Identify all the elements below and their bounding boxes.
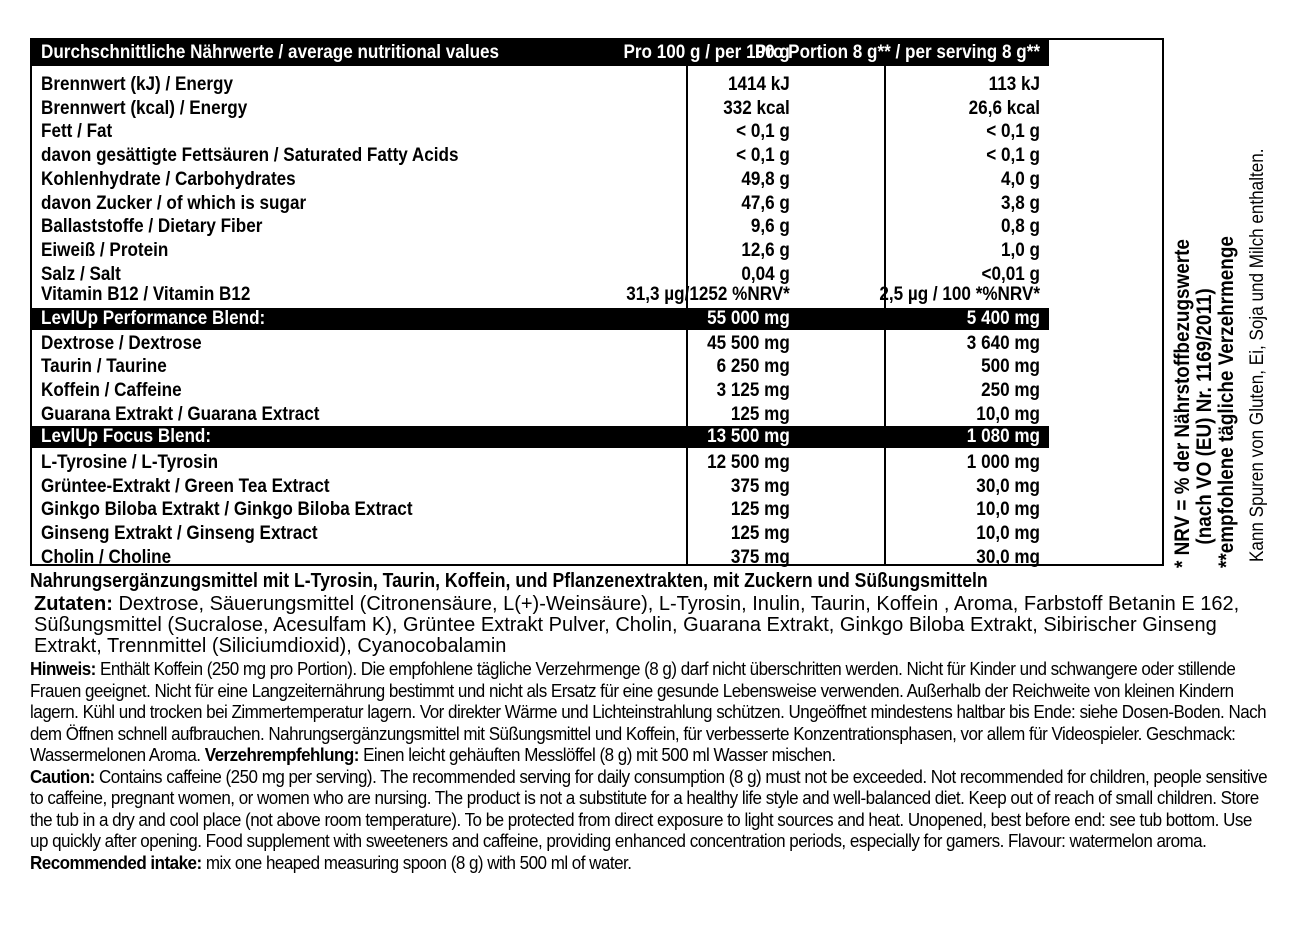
row-per100: 49,8 g [741,169,790,190]
row-per100: 0,04 g [741,264,790,285]
row-per100: 9,6 g [750,216,790,237]
row-per100: 31,3 µg/1252 %NRV* [626,284,790,305]
row-name: Ballaststoffe / Dietary Fiber [41,216,263,237]
nrv-footnote [1172,199,1238,568]
row-per100: 55 000 mg [707,308,790,329]
supplement-title: Nahrungsergänzungsmittel mit L-Tyrosin, Taurin, Koffein, und Pflanzenextrakten, mit Zuckern und Süßungsmitteln [30,570,988,592]
row-per-serving: 113 kJ [988,74,1040,95]
row-name: LevlUp Focus Blend: [41,426,212,447]
row-name: LevlUp Performance Blend: [41,308,266,329]
row-name: Dextrose / Dextrose [41,333,202,354]
row-name: Eiweiß / Protein [41,240,169,261]
nutrition-table [30,38,1164,566]
row-per-serving: 0,8 g [1001,216,1040,237]
row-per100: < 0,1 g [736,145,790,166]
intake-text: Einen leicht gehäuften Messlöffel (8 g) mit 500 ml Wasser mischen. [358,745,836,765]
row-per100: 12,6 g [741,240,790,261]
row-name: Guarana Extrakt / Guarana Extract [41,404,320,425]
row-per100: 45 500 mg [707,333,790,354]
row-per100: 125 mg [730,523,790,544]
row-name: Fett / Fat [41,121,113,142]
header-per100: Pro 100 g / per 100 g [623,42,790,63]
row-per-serving: 10,0 mg [976,404,1040,425]
row-per100: 125 mg [730,499,790,520]
row-name: Brennwert (kcal) / Energy [41,98,248,119]
recommended-intake-label: Recommended intake: [30,852,202,873]
intake-label: Verzehrempfehlung: [204,745,359,765]
row-name: davon gesättigte Fettsäuren / Saturated Fatty Acids [41,145,459,166]
row-per100: 125 mg [730,404,790,425]
nrv-line-2: (nach VO (EU) Nr. 1169/2011) [1193,288,1216,545]
recommended-intake-text: mix one heaped measuring spoon (8 g) with 500 ml of water. [201,852,632,873]
nrv-line-1: * NRV = % der Nährstoffbezugswerte [1171,239,1194,568]
hints-german [30,659,1268,767]
caution-label: Caution: [30,766,95,787]
row-per-serving: 1 000 mg [966,452,1040,473]
header-name: Durchschnittliche Nährwerte / average nutritional values [41,42,500,63]
row-per-serving: 10,0 mg [976,499,1040,520]
caution-text: Contains caffeine (250 mg per serving). The recommended serving for daily consumption (8 g) must not be exceeded. Not recommended for children, people sensitive to caffeine, pregnant women, or women who are nursing. The product is not a substitute for a healthy life style and well-balanced diet. Keep out of reach of small children. Store the tub in a dry and cool place (not above room temperature). To be protected from direct exposure to light sources and heat. Unopened, best before end: see tub bottom. Use up quickly after opening. Food supplement with sweeteners and caffeine, providing enhanced concentration periods, especially for gamers. Flavour: watermelon aroma. [30,766,1268,851]
row-name: Vitamin B12 / Vitamin B12 [41,284,251,305]
row-per100: 375 mg [730,476,790,497]
row-per-serving: < 0,1 g [986,121,1040,142]
row-per100: 13 500 mg [707,426,790,447]
row-name: Grüntee-Extrakt / Green Tea Extract [41,476,330,497]
row-per-serving: 3 640 mg [966,333,1040,354]
row-per100: 375 mg [730,547,790,568]
row-name: Kohlenhydrate / Carbohydrates [41,169,296,190]
hint-text: Enthält Koffein (250 mg pro Portion). Die empfohlene tägliche Verzehrmenge (8 g) darf nicht überschritten werden. Nicht für Kinder und schwangere oder stillende Frauen geeignet. Nicht für eine Langzeiternährung bestimmt und nicht als Ersatz für eine gesunde Lebensweise verwenden. Außerhalb der Reichweite von kleinen Kindern lagern. Kühl und trocken bei Zimmertemperatur lagern. Vor direkter Wärme und Lichteinstrahlung schützen. Ungeöffnet mindestens haltbar bis Ende: siehe Dosen-Boden. Nach dem Öffnen schnell aufbrauchen. Nahrungsergänzungsmittel mit Süßungsmittel und Koffein, für verbesserte Konzentrationsphasen, vor allem für Videospieler. Geschmack: Wassermelonen Aroma. [30,659,1267,765]
row-per100: 12 500 mg [707,452,790,473]
row-per100: 47,6 g [741,193,790,214]
allergen-trace-note [1248,103,1268,562]
row-per100: < 0,1 g [736,121,790,142]
row-name: Koffein / Caffeine [41,380,182,401]
row-name: davon Zucker / of which is sugar [41,193,307,214]
row-per-serving: 30,0 mg [976,547,1040,568]
row-per-serving: <0,01 g [981,264,1040,285]
row-per-serving: 1,0 g [1001,240,1040,261]
row-per-serving: 250 mg [981,380,1040,401]
ingredients [34,594,1270,657]
serving-footnote: **empfohlene tägliche Verzehrmenge [1215,236,1238,568]
ingredients-label: Zutaten: [34,593,113,615]
row-per100: 1414 kJ [727,74,790,95]
row-per-serving: 1 080 mg [966,426,1040,447]
header-per-serving: Pro Portion 8 g** / per serving 8 g** [754,42,1040,63]
row-name: Brennwert (kJ) / Energy [41,74,233,95]
row-per-serving: < 0,1 g [986,145,1040,166]
row-name: Ginseng Extrakt / Ginseng Extract [41,523,318,544]
row-per-serving: 500 mg [981,356,1040,377]
row-name: Ginkgo Biloba Extrakt / Ginkgo Biloba Extract [41,499,413,520]
row-name: Taurin / Taurine [41,356,167,377]
row-per-serving: 26,6 kcal [968,98,1040,119]
table-header-row [32,40,1049,66]
row-per-serving: 4,0 g [1001,169,1040,190]
row-name: Salz / Salt [41,264,121,285]
row-per-serving: 2,5 µg / 100 *%NRV* [879,284,1040,305]
hint-label: Hinweis: [30,659,96,679]
product-info [30,568,1280,874]
row-per-serving: 5 400 mg [966,308,1040,329]
hints-english [30,767,1268,875]
row-per-serving: 30,0 mg [976,476,1040,497]
hints [30,659,1268,874]
performance-blend-row [32,308,1049,330]
row-per-serving: 3,8 g [1001,193,1040,214]
row-per-serving: 10,0 mg [976,523,1040,544]
focus-blend-row [32,426,1049,448]
row-name: Cholin / Choline [41,547,172,568]
trace-line: Kann Spuren von Gluten, Ei, Soja und Milch enthalten. [1247,148,1268,562]
row-per100: 3 125 mg [716,380,790,401]
row-name: L-Tyrosine / L-Tyrosin [41,452,219,473]
row-per100: 6 250 mg [716,356,790,377]
ingredients-text: Dextrose, Säuerungsmittel (Citronensäure, L(+)-Weinsäure), L-Tyrosin, Inulin, Taurin, Koffein , Aroma, Farbstoff Betanin E 162, Süßungsmittel (Sucralose, Acesulfam K), Grüntee Extrakt Pulver, Cholin, Guarana Extrakt, Ginkgo Biloba Extrakt, Sibirischer Ginseng Extrakt, Trennmittel (Siliciumdioxid), Cyanocobalamin [34,593,1240,657]
row-per100: 332 kcal [723,98,790,119]
